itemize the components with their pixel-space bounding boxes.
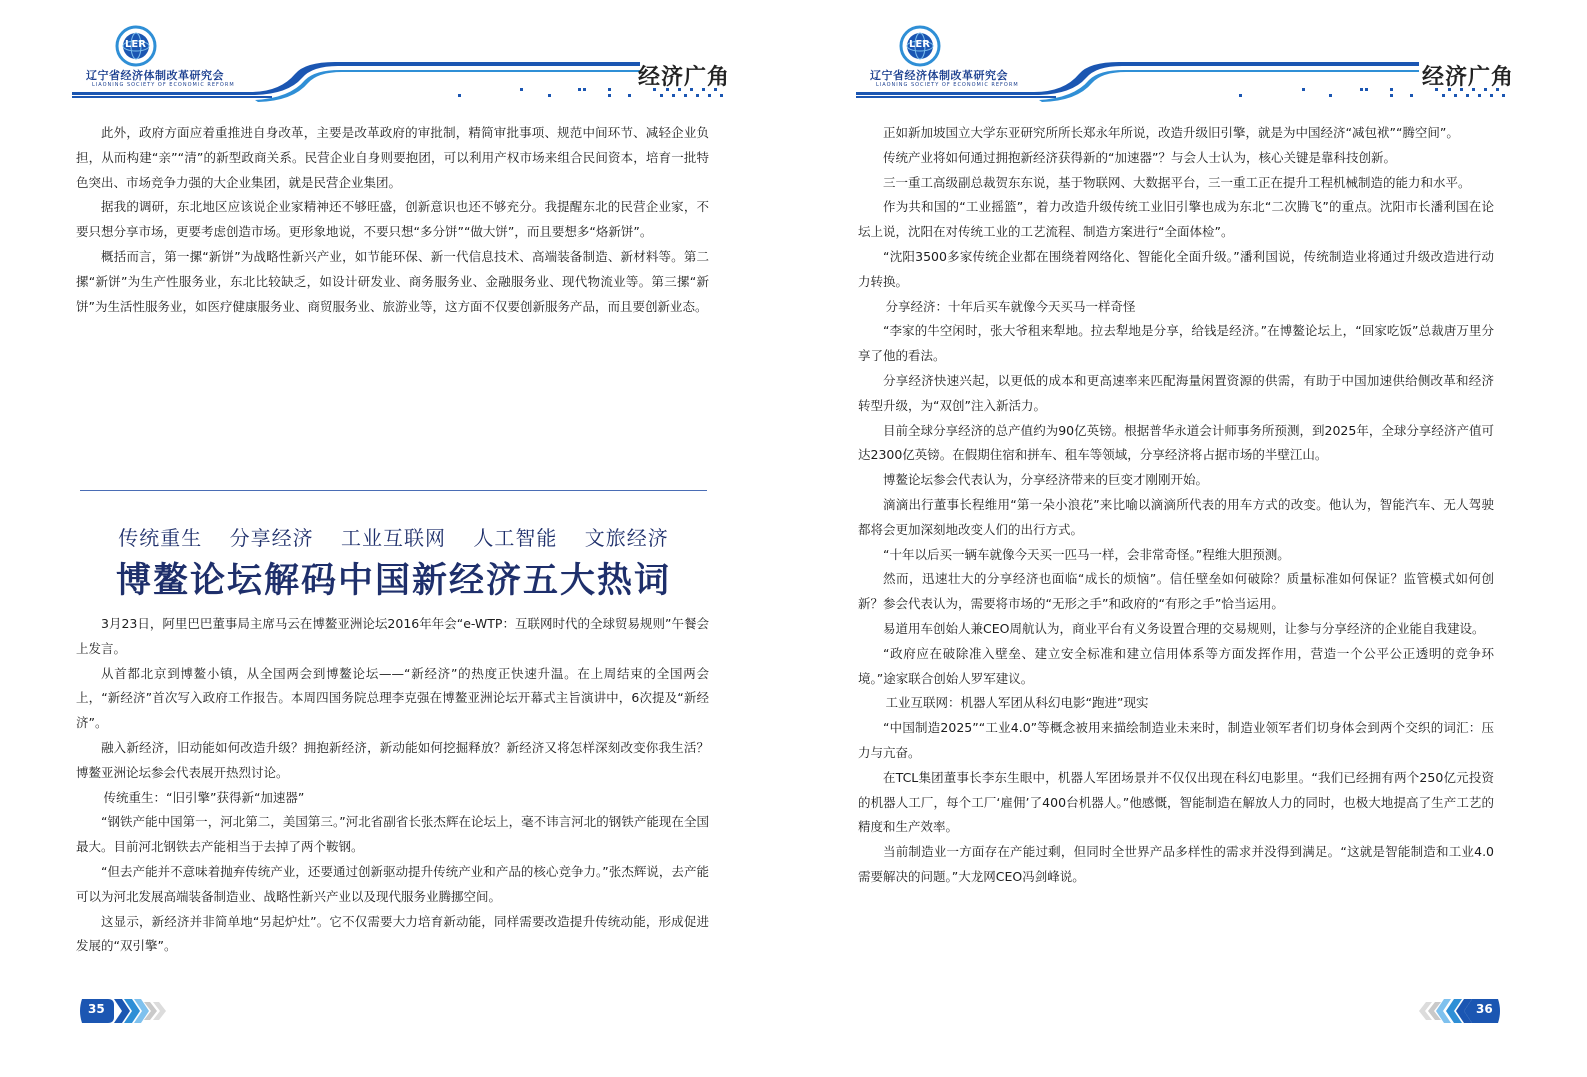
keyword: 工业互联网 [341,526,446,550]
keyword: 传统重生 [118,526,203,550]
article-title: 博鳌论坛解码中国新经济五大热词 [115,561,671,601]
keyword: 文旅经济 [584,526,669,550]
paragraph: 正如新加坡国立大学东亚研究所所长郑永年所说，改造升级旧引擎，就是为中国经济“减包袱”“腾空间”。 [883,125,1459,140]
paragraph: 据我的调研，东北地区应该说企业家精神还不够旺盛，创新意识也还不够充分。我提醒东北的民营企业家，不要只想分享市场，更要考虑创造市场。更形象地说，不要只想“多分饼”“做大饼”，而且要想多“烙新饼”。 [76,199,709,240]
section-title: 经济广角 [638,65,731,90]
section-title: 经济广角 [1422,65,1515,90]
section-subheading: 分享经济：十年后买车就像今天买马一样奇怪 [885,298,1136,314]
left-page [0,0,793,1077]
paragraph: 传统产业将如何通过拥抱新经济获得新的“加速器”？与会人士认为，核心关键是靠科技创新。 [883,149,1396,165]
paragraph: 然而，迅速壮大的分享经济也面临“成长的烦恼”。信任壁垒如何破除？质量标准如何保证？监管模式如何创新？参会代表认为，需要将市场的“无形之手”和政府的“有形之手”恰当运用。 [858,571,1494,612]
article-divider [80,490,707,491]
paragraph: 三一重工高级副总裁贺东东说，基于物联网、大数据平台，三一重工正在提升工程机械制造的能力和水平。 [883,174,1471,190]
paragraph: 这显示，新经济并非简单地“另起炉灶”。它不仅需要大力培育新动能，同样需要改造提升传统动能，形成促进发展的“双引擎”。 [76,913,709,954]
page-number-badge [78,996,228,1026]
keyword: 分享经济 [229,526,314,550]
keyword: 人工智能 [473,526,558,550]
org-subtitle: LIAONING SOCIETY OF ECONOMIC REFORM [876,82,1019,88]
header-swoosh-graphic [0,0,793,110]
paragraph: 从首都北京到博鳌小镇，从全国两会到博鳌论坛——“新经济”的热度正快速升温。在上周结束的全国两会上，“新经济”首次写入政府工作报告。本周四国务院总理李克强在博鳌亚洲论坛开幕式主旨演讲中，6次提及“新经济”。 [76,665,709,731]
page-header [0,0,793,110]
paragraph: 目前全球分享经济的总产值约为90亿英镑。根据普华永道会计师事务所预测，到2025年，全球分享经济产值可达2300亿英镑。在假期住宿和拼车、租车等领域，分享经济将占据市场的半壁江山。 [858,422,1494,463]
paragraph: “钢铁产能中国第一，河北第二，美国第三。”河北省副省长张杰辉在论坛上，毫不讳言河北的钢铁产能现在全国最大。目前河北钢铁去产能相当于去掉了两个鞍钢。 [76,814,709,855]
paragraph: “但去产能并不意味着抛弃传统产业，还要通过创新驱动提升传统产业和产品的核心竞争力。”张杰辉说，去产能可以为河北发展高端装备制造业、战略性新兴产业以及现代服务业腾挪空间。 [76,863,709,904]
paragraph: 在TCL集团董事长李东生眼中，机器人军团场景并不仅仅出现在科幻电影里。“我们已经拥有两个250亿元投资的机器人工厂，每个工厂‘雇佣’了400台机器人。”他感慨，智能制造在解放人力的同时，也极大地提高了生产工艺的精度和生产效率。 [858,769,1494,835]
header-swoosh-graphic [794,0,1587,110]
page-number: 36 [1476,1002,1493,1016]
paragraph: 博鳌论坛参会代表认为，分享经济带来的巨变才刚刚开始。 [883,472,1209,488]
section-subheading: 工业互联网：机器人军团从科幻电影“跑进”现实 [885,695,1149,711]
paragraph: 滴滴出行董事长程维用“第一朵小浪花”来比喻以滴滴所代表的用车方式的改变。他认为，智能汽车、无人驾驶都将会更加深刻地改变人们的出行方式。 [858,496,1494,537]
paragraph: 当前制造业一方面存在产能过剩，但同时全世界产品多样性的需求并没得到满足。“这就是智能制造和工业4.0需要解决的问题。”大龙网CEO冯剑峰说。 [858,844,1494,884]
org-name: 辽宁省经济体制改革研究会 [86,69,224,82]
paragraph: “十年以后买一辆车就像今天买一匹马一样，会非常奇怪。”程维大胆预测。 [883,546,1290,562]
paragraph: 融入新经济，旧动能如何改造升级？拥抱新经济，新动能如何挖掘释放？新经济又将怎样深刻改变你我生活？博鳌亚洲论坛参会代表展开热烈讨论。 [76,739,709,780]
article-body-right [858,121,1494,890]
org-name: 辽宁省经济体制改革研究会 [870,69,1008,82]
paragraph: 3月23日，阿里巴巴董事局主席马云在博鳌亚洲论坛2016年年会“e-WTP：互联网时代的全球贸易规则”午餐会上发言。 [76,616,709,656]
logo-text: LER [909,39,930,50]
article-keywords [80,522,707,551]
right-page [794,0,1587,1077]
section-subheading: 传统重生：“旧引擎”获得新“加速器” [103,789,305,805]
paragraph: “政府应在破除准入壁垒、建立安全标准和建立信用体系等方面发挥作用，营造一个公平公正透明的竞争环境。”途家联合创始人罗军建议。 [858,645,1494,686]
logo-text: LER [125,39,146,50]
page-header [794,0,1587,110]
continued-text [76,121,709,319]
article-body-left [76,612,709,959]
paragraph: “沈阳3500多家传统企业都在围绕着网络化、智能化全面升级。”潘利国说，传统制造业将通过升级改造进行动力转换。 [858,248,1494,289]
paragraph: “中国制造2025”“工业4.0”等概念被用来描绘制造业未来时，制造业领军者们切身体会到两个交织的词汇：压力与亢奋。 [858,720,1494,760]
org-subtitle: LIAONING SOCIETY OF ECONOMIC REFORM [92,82,235,88]
paragraph: “李家的牛空闲时，张大爷租来犁地。拉去犁地是分享，给钱是经济。”在博鳌论坛上，“回家吃饭”总裁唐万里分享了他的看法。 [858,323,1494,364]
paragraph: 易道用车创始人兼CEO周航认为，商业平台有义务设置合理的交易规则，让参与分享经济的企业能自我建设。 [883,620,1485,636]
paragraph: 作为共和国的“工业摇篮”，着力改造升级传统工业旧引擎也成为东北“二次腾飞”的重点。沈阳市长潘利国在论坛上说，沈阳在对传统工业的工艺流程、制造方案进行“全面体检”。 [858,199,1494,240]
page-number: 35 [88,1002,105,1016]
paragraph: 概括而言，第一摞“新饼”为战略性新兴产业，如节能环保、新一代信息技术、高端装备制造、新材料等。第二摞“新饼”为生产性服务业，东北比较缺乏，如设计研发业、商务服务业、金融服务业、现代物流业等。第三摞“新饼”为生活性服务业，如医疗健康服务业、商贸服务业、旅游业等，这方面不仅要创新服务产品，而且要创新业态。 [76,248,709,314]
paragraph: 此外，政府方面应着重推进自身改革，主要是改革政府的审批制，精简审批事项、规范中间环节、减轻企业负担，从而构建“亲”“清”的新型政商关系。民营企业自身则要抱团，可以利用产权市场来组合民间资本，培育一批特色突出、市场竞争力强的大企业集团，就是民营企业集团。 [76,125,709,190]
paragraph: 分享经济快速兴起，以更低的成本和更高速率来匹配海量闲置资源的供需，有助于中国加速供给侧改革和经济转型升级，为“双创”注入新活力。 [858,372,1494,413]
page-number-badge [1414,996,1564,1026]
